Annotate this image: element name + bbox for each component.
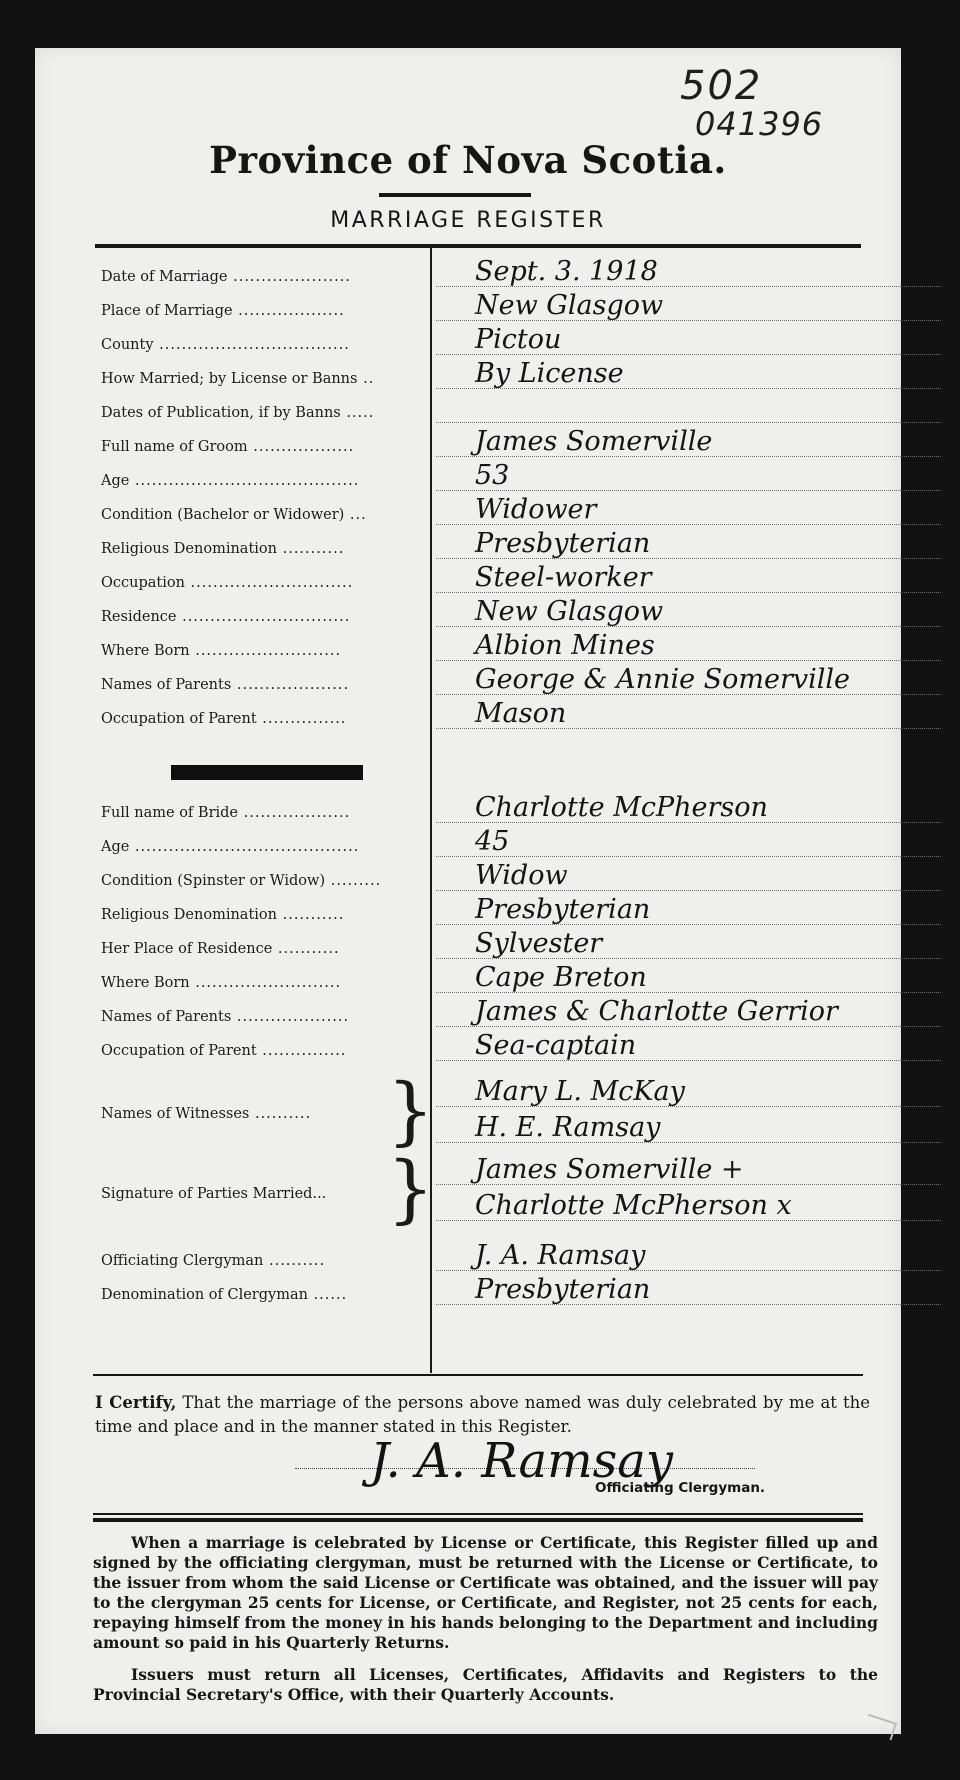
- field-label: Occupation .............................: [101, 575, 354, 591]
- groom-parents-value: George & Annie Somerville: [475, 664, 851, 695]
- field-row: [101, 526, 901, 560]
- groom-birthplace-value: Albion Mines: [475, 630, 655, 661]
- bride-name-value: Charlotte McPherson: [475, 792, 768, 823]
- field-row: [101, 892, 901, 926]
- instructions-notice: [93, 1533, 878, 1717]
- witness-2-value: H. E. Ramsay: [475, 1112, 661, 1143]
- form-title: Province of Nova Scotia.: [209, 138, 727, 182]
- field-row: [101, 628, 901, 662]
- field-label: How Married; by License or Banns ..: [101, 371, 375, 387]
- field-row: [101, 1272, 901, 1306]
- county-value: Pictou: [475, 324, 562, 355]
- signature-label: Officiating Clergyman.: [595, 1480, 766, 1496]
- field-row: [101, 458, 901, 492]
- parties-brace: }: [387, 1146, 435, 1232]
- bride-age-value: 45: [475, 826, 510, 857]
- certify-heading: I Certify,: [95, 1393, 177, 1412]
- bride-residence-value: Sylvester: [475, 928, 603, 959]
- witness-1-value: Mary L. McKay: [475, 1076, 685, 1107]
- field-label: Age ........................................: [101, 839, 360, 855]
- notice-paragraph-1: When a marriage is celebrated by License or Certificate, this Register filled up and signed by the officiating clergyman, must be returned with the License or Certificate, to the issuer from whom the said License or Certificate was obtained, and the issuer will pay to the clergyman 25 cents for License, or Certificate, and Register, not 25 cents for each, repaying himself from the money in his hands belonging to the Department and including amount so paid in his Quarterly Returns.: [93, 1533, 878, 1652]
- witness-row: [101, 1074, 901, 1108]
- field-row: [101, 858, 901, 892]
- groom-signature-value: James Somerville +: [475, 1154, 744, 1185]
- bride-birthplace-value: Cape Breton: [475, 962, 647, 993]
- field-row: [101, 662, 901, 696]
- field-label: Full name of Bride ...................: [101, 805, 351, 821]
- field-label: Date of Marriage .....................: [101, 269, 351, 285]
- certify-top-rule: [93, 1374, 863, 1376]
- title-underline: [379, 193, 531, 197]
- field-label: Officiating Clergyman ..........: [101, 1253, 326, 1269]
- party-row: [101, 1152, 901, 1186]
- field-label: Her Place of Residence ...........: [101, 941, 340, 957]
- groom-religion-value: Presbyterian: [475, 528, 651, 559]
- clergyman-signature: J. A. Ramsay: [370, 1433, 673, 1489]
- witnesses-label: Names of Witnesses ..........: [101, 1106, 312, 1122]
- field-row: [101, 790, 901, 824]
- field-label: Dates of Publication, if by Banns .....: [101, 405, 375, 421]
- bride-parents-value: James & Charlotte Gerrior: [475, 996, 838, 1027]
- field-row: [101, 390, 901, 424]
- field-row: [101, 560, 901, 594]
- field-row: [101, 424, 901, 458]
- field-row: [101, 492, 901, 526]
- bride-signature-value: Charlotte McPherson x: [475, 1190, 792, 1221]
- field-label: Names of Parents ....................: [101, 1009, 350, 1025]
- groom-residence-value: New Glasgow: [475, 596, 664, 627]
- form-subtitle: MARRIAGE REGISTER: [330, 208, 606, 233]
- field-label: Place of Marriage ...................: [101, 303, 345, 319]
- groom-parent-occupation-value: Mason: [475, 698, 567, 729]
- field-row: [101, 824, 901, 858]
- field-label: Occupation of Parent ...............: [101, 1043, 347, 1059]
- bride-religion-value: Presbyterian: [475, 894, 651, 925]
- groom-occupation-value: Steel-worker: [475, 562, 652, 593]
- notice-rule-2: [93, 1518, 863, 1522]
- reference-number-bottom: 041396: [695, 105, 824, 143]
- field-label: County ..................................: [101, 337, 350, 353]
- groom-mark: +: [720, 1154, 744, 1185]
- field-label: Denomination of Clergyman ......: [101, 1287, 348, 1303]
- field-row: [101, 994, 901, 1028]
- notice-rule-1: [93, 1513, 863, 1515]
- reference-number-top: 502: [680, 63, 763, 109]
- field-row: [101, 696, 901, 730]
- groom-condition-value: Widower: [475, 494, 597, 525]
- field-label: Where Born ..........................: [101, 643, 342, 659]
- parties-label: Signature of Parties Married...: [101, 1186, 327, 1202]
- field-row: [101, 254, 901, 288]
- how-married-value: By License: [475, 358, 624, 389]
- section-divider-bar: [171, 765, 363, 780]
- notice-paragraph-2: Issuers must return all Licenses, Certificates, Affidavits and Registers to the Provincial Secretary's Office, with their Quarterly Accounts.: [93, 1665, 878, 1704]
- certification-text: [95, 1391, 870, 1439]
- officiating-clergyman-value: J. A. Ramsay: [475, 1240, 646, 1271]
- field-label: Religious Denomination ...........: [101, 541, 345, 557]
- field-label: Names of Parents ....................: [101, 677, 350, 693]
- field-label: Where Born ..........................: [101, 975, 342, 991]
- field-label: Full name of Groom ..................: [101, 439, 355, 455]
- certify-body: That the marriage of the persons above named was duly celebrated by me at the time and place and in the manner stated in this Register.: [95, 1393, 870, 1436]
- field-label: Condition (Spinster or Widow) .........: [101, 873, 382, 889]
- field-row: [101, 926, 901, 960]
- bride-parent-occupation-value: Sea-captain: [475, 1030, 637, 1061]
- field-row: [101, 1028, 901, 1062]
- date-of-marriage-value: Sept. 3. 1918: [475, 256, 658, 287]
- party-row: [101, 1188, 901, 1222]
- marriage-register-form: [35, 48, 901, 1734]
- top-rule: [95, 244, 861, 248]
- field-row: [101, 594, 901, 628]
- groom-name-value: James Somerville: [475, 426, 713, 457]
- field-row: [101, 288, 901, 322]
- field-label: Condition (Bachelor or Widower) ...: [101, 507, 367, 523]
- clergy-denomination-value: Presbyterian: [475, 1274, 651, 1305]
- field-row: [101, 960, 901, 994]
- field-row: [101, 322, 901, 356]
- field-label: Occupation of Parent ...............: [101, 711, 347, 727]
- bride-condition-value: Widow: [475, 860, 568, 891]
- bride-mark: x: [776, 1190, 792, 1221]
- witnesses-brace: }: [387, 1068, 435, 1154]
- field-label: Religious Denomination ...........: [101, 907, 345, 923]
- field-label: Age ........................................: [101, 473, 360, 489]
- field-label: Residence ..............................: [101, 609, 351, 625]
- place-of-marriage-value: New Glasgow: [475, 290, 664, 321]
- witness-row: [101, 1106, 901, 1144]
- groom-age-value: 53: [475, 460, 510, 491]
- field-row: [101, 1238, 901, 1272]
- dates-of-publication-value: [469, 392, 875, 424]
- field-row: [101, 356, 901, 390]
